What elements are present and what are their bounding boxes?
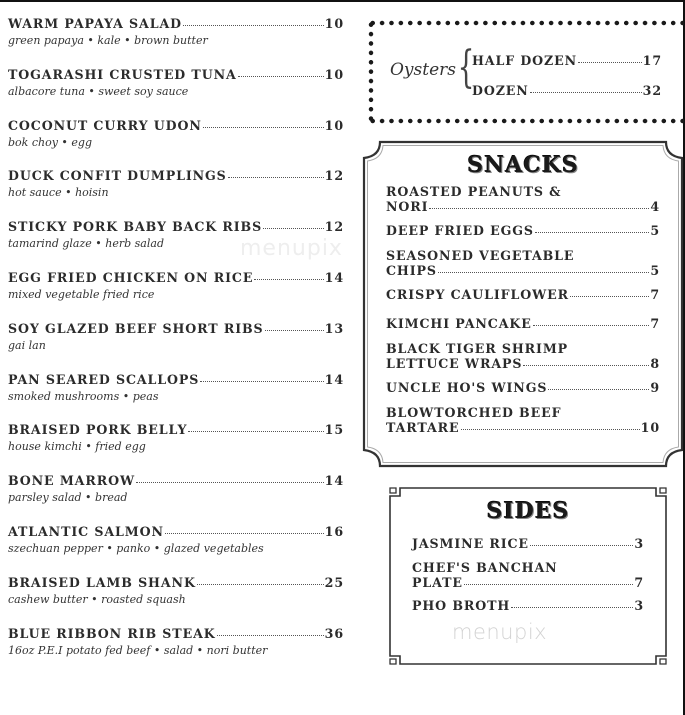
sides-list [412, 534, 644, 622]
item-name: NORI [386, 199, 429, 214]
side-item [412, 534, 644, 554]
sides-title: SIDES [486, 498, 570, 524]
item-name: DEEP FRIED EGGS [386, 223, 534, 238]
leader-dots [535, 223, 649, 233]
leader-dots [197, 575, 324, 585]
item-price: 14 [324, 269, 344, 285]
leader-dots [438, 263, 649, 273]
item-price: 5 [650, 263, 660, 278]
item-price: 14 [324, 371, 344, 387]
item-name: BRAISED PORK BELLY [8, 422, 188, 438]
item-name: DOZEN [472, 83, 529, 98]
item-description: green papaya • kale • brown butter [8, 34, 208, 47]
item-name-line1: ROASTED PEANUTS & [386, 184, 562, 199]
item-name: EGG FRIED CHICKEN ON RICE [8, 269, 254, 285]
leader-dots [461, 420, 640, 430]
item-price: 13 [324, 320, 344, 336]
leader-dots [165, 524, 324, 534]
oysters-label: Oysters [390, 60, 457, 80]
item-name: WARM PAPAYA SALAD [8, 16, 182, 31]
item-price: 10 [324, 16, 344, 31]
leader-dots [228, 168, 324, 178]
leader-dots [530, 83, 642, 93]
leader-dots [188, 422, 323, 432]
dotted-border-top [368, 20, 684, 26]
item-price: 3 [634, 598, 644, 613]
leader-dots [238, 67, 324, 77]
item-name: LETTUCE WRAPS [386, 356, 523, 371]
snacks-title: SNACKS [467, 152, 579, 178]
item-name-line1: CHEF'S BANCHAN [412, 560, 558, 575]
item-price: 36 [324, 625, 344, 641]
menu-item [8, 116, 344, 167]
item-description: cashew butter • roasted squash [8, 592, 186, 606]
oyster-item [472, 76, 662, 106]
item-name: UNCLE HO'S WINGS [386, 380, 548, 395]
leader-dots [533, 316, 650, 326]
item-name: CRISPY CAULIFLOWER [386, 287, 570, 302]
snacks-list [386, 184, 660, 440]
leader-dots [570, 287, 649, 297]
leader-dots [429, 199, 649, 209]
leader-dots [254, 270, 323, 280]
item-description: parsley salad • bread [8, 491, 128, 505]
item-name: PLATE [412, 575, 463, 590]
leader-dots [464, 575, 633, 585]
item-price: 25 [324, 574, 344, 590]
snack-item [386, 219, 660, 243]
leader-dots [578, 53, 642, 63]
leader-dots [200, 372, 323, 382]
oyster-item [472, 46, 662, 76]
leader-dots [183, 16, 324, 26]
item-description: bok choy • egg [8, 135, 92, 149]
oysters-list [472, 46, 662, 106]
item-price: 16 [324, 523, 344, 539]
item-name: JASMINE RICE [412, 536, 529, 551]
item-price: 4 [650, 199, 660, 214]
side-item [412, 596, 644, 616]
item-price: 10 [324, 66, 344, 82]
item-name: SOY GLAZED BEEF SHORT RIBS [8, 320, 264, 336]
snacks-panel [362, 140, 684, 468]
item-name-line1: BLACK TIGER SHRIMP [386, 341, 569, 356]
leader-dots [530, 536, 633, 546]
menu-item [8, 522, 344, 573]
item-price: 9 [650, 380, 660, 395]
watermark: menupix [452, 620, 548, 644]
menu-item [8, 268, 344, 319]
menu-item [8, 471, 344, 522]
item-price: 10 [640, 420, 660, 435]
item-price: 5 [650, 223, 660, 238]
item-name: ATLANTIC SALMON [8, 523, 164, 539]
item-name: TARTARE [386, 420, 460, 435]
item-price: 10 [324, 117, 344, 133]
item-description: smoked mushrooms • peas [8, 389, 159, 403]
image-border-top [0, 0, 685, 2]
item-description: tamarind glaze • herb salad [8, 237, 164, 251]
snack-item [386, 312, 660, 336]
brace-icon: { [457, 42, 475, 93]
item-name: PAN SEARED SCALLOPS [8, 371, 200, 387]
snack-item [386, 405, 660, 435]
main-dishes-list [8, 14, 344, 674]
item-name: BLUE RIBBON RIB STEAK [8, 625, 216, 641]
menu-item [8, 14, 344, 65]
menu-item [8, 166, 344, 217]
item-price: 15 [324, 422, 344, 438]
item-name: TOGARASHI CRUSTED TUNA [8, 66, 237, 82]
item-price: 3 [634, 536, 644, 551]
item-name: CHIPS [386, 263, 437, 278]
leader-dots [136, 473, 324, 483]
leader-dots [548, 380, 649, 390]
leader-dots [523, 356, 649, 366]
item-price: 12 [324, 168, 344, 184]
dotted-border-left [368, 20, 374, 124]
item-name: COCONUT CURRY UDON [8, 117, 202, 133]
leader-dots [263, 219, 324, 229]
menu-item [8, 217, 344, 268]
dotted-border-bottom [368, 118, 684, 124]
menu-item [8, 65, 344, 116]
side-item [412, 560, 644, 590]
snack-item [386, 283, 660, 307]
oysters-box [368, 20, 684, 124]
item-name: PHO BROTH [412, 598, 511, 613]
item-description: albacore tuna • sweet soy sauce [8, 84, 189, 98]
snack-item [386, 184, 660, 214]
watermark-faint: menupix [240, 236, 343, 261]
menu-item [8, 573, 344, 624]
item-name: BRAISED LAMB SHANK [8, 574, 196, 590]
item-name-line1: SEASONED VEGETABLE [386, 248, 575, 263]
item-price: 8 [650, 356, 660, 371]
item-name: HALF DOZEN [472, 53, 578, 68]
leader-dots [217, 626, 324, 636]
item-name: KIMCHI PANCAKE [386, 316, 532, 331]
item-name-line1: BLOWTORCHED BEEF [386, 405, 562, 420]
item-name: STICKY PORK BABY BACK RIBS [8, 219, 263, 235]
item-description: gai lan [8, 338, 46, 352]
item-description: mixed vegetable fried rice [8, 287, 155, 301]
item-name: DUCK CONFIT DUMPLINGS [8, 168, 227, 184]
item-description: house kimchi • fried egg [8, 440, 146, 454]
leader-dots [511, 598, 633, 608]
leader-dots [265, 321, 324, 331]
leader-dots [203, 118, 324, 128]
item-price: 32 [642, 83, 662, 98]
menu-item [8, 624, 344, 675]
item-description: szechuan pepper • panko • glazed vegetables [8, 541, 264, 555]
menu-item [8, 370, 344, 421]
menu-item [8, 420, 344, 471]
item-price: 12 [324, 219, 344, 235]
item-price: 7 [650, 287, 660, 302]
item-price: 7 [634, 575, 644, 590]
snack-item [386, 248, 660, 278]
item-description: hot sauce • hoisin [8, 186, 109, 200]
snack-item [386, 376, 660, 400]
item-description: 16oz P.E.I potato fed beef • salad • nori butter [8, 643, 268, 657]
item-name: BONE MARROW [8, 473, 136, 489]
item-price: 17 [642, 53, 662, 68]
item-price: 7 [650, 316, 660, 331]
item-price: 14 [324, 473, 344, 489]
menu-item [8, 319, 344, 370]
snack-item [386, 341, 660, 371]
